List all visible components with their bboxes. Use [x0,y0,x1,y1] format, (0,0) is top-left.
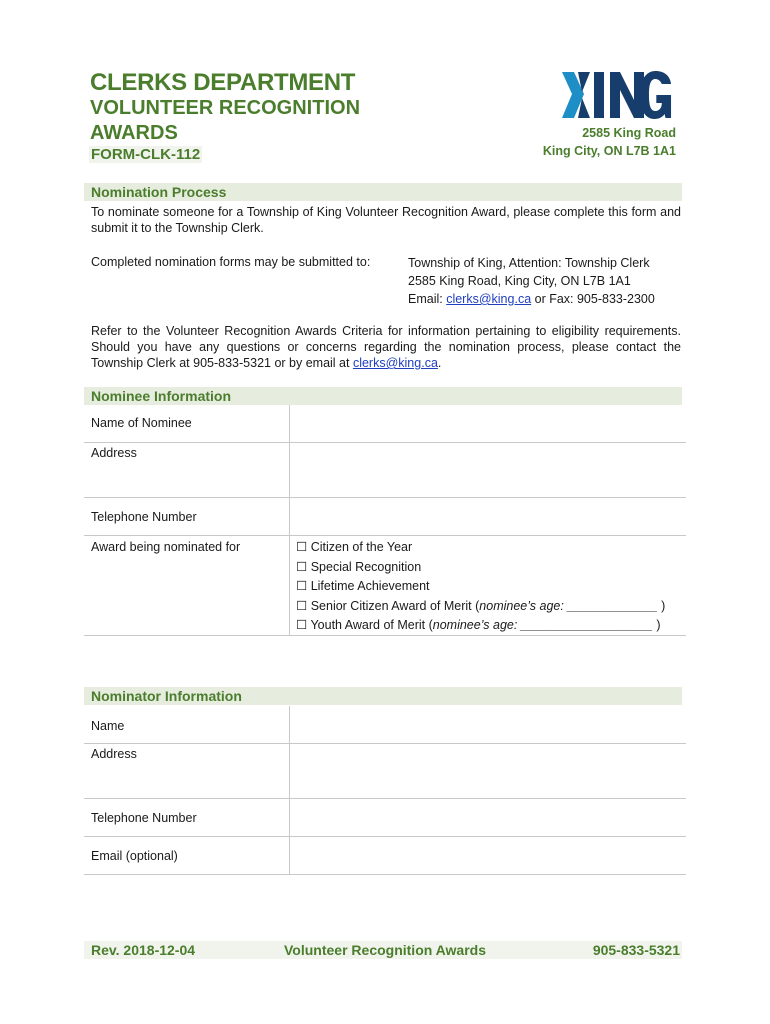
submit-address [408,254,655,308]
nominator-name-label: Name [91,719,125,733]
submit-label: Completed nomination forms may be submitted to: [91,255,371,269]
refer-paragraph [91,323,681,371]
option-special-recognition[interactable] [296,558,686,578]
footer-phone: 905-833-5321 [592,942,680,958]
nominee-address-label: Address [91,446,137,460]
option-label-end: ) [657,598,666,613]
submit-line2: 2585 King Road, King City, ON L7B 1A1 [408,274,631,288]
email-prefix: Email: [408,292,447,306]
nominator-row-line-4 [84,874,686,875]
address-line2: King City, ON L7B 1A1 [542,144,676,158]
refer-email-link[interactable]: clerks@king.ca [352,356,438,370]
nominator-row-line-3 [84,836,686,837]
form-title-line1: VOLUNTEER RECOGNITION [90,97,361,119]
nominator-row-line-2 [84,798,686,799]
nominator-phone-field[interactable] [291,800,684,835]
option-lifetime-achievement[interactable] [296,577,686,597]
nominator-email-field[interactable] [291,838,684,873]
nominator-phone-label: Telephone Number [91,811,197,825]
department-title: CLERKS DEPARTMENT [90,69,356,96]
nominator-row-line-1 [84,743,686,744]
fax-text: or Fax: 905-833-2300 [531,292,655,306]
header-address [456,124,676,160]
nominee-column-divider [289,405,290,635]
checkbox-icon[interactable]: ☐ [296,618,308,632]
senior-age-field[interactable]: nominee’s age: _____________ [479,598,658,613]
option-label: Citizen of the Year [310,540,413,554]
award-label: Award being nominated for [91,540,241,554]
nominator-email-label: Email (optional) [91,849,178,863]
nominee-row-line-3 [84,535,686,536]
nominator-name-field[interactable] [291,707,684,742]
nominee-phone-label: Telephone Number [91,510,197,524]
option-citizen-of-year[interactable] [296,538,686,558]
form-number: FORM-CLK-112 [91,146,201,163]
option-label: Lifetime Achievement [310,579,430,593]
checkbox-icon[interactable]: ☐ [296,540,308,554]
submit-contact [408,290,655,308]
checkbox-icon[interactable]: ☐ [296,598,308,613]
nominator-address-field[interactable] [291,745,684,797]
nominee-row-line-1 [84,442,686,443]
refer-end: . [437,356,442,370]
nominator-address-label: Address [91,747,137,761]
nomination-intro: To nominate someone for a Township of King Volunteer Recognition Award, please complete this form and submit it to the Township Clerk. [91,205,681,235]
king-logo-icon [560,70,684,122]
option-label: Special Recognition [310,559,422,574]
king-logo [560,70,684,122]
form-number-wrap [89,146,202,164]
nominee-name-field[interactable] [291,406,684,441]
nominee-name-label: Name of Nominee [91,416,192,430]
checkbox-icon[interactable]: ☐ [296,579,308,593]
option-senior-citizen[interactable] [296,597,686,617]
option-youth-award[interactable] [296,616,686,636]
option-label: Youth Award of Merit ( [310,618,433,632]
nominee-row-line-2 [84,497,686,498]
checkbox-icon[interactable]: ☐ [296,559,308,574]
nominee-heading: Nominee Information [91,388,232,404]
footer-revision: Rev. 2018-12-04 [91,942,196,958]
form-title-line2: AWARDS [90,122,178,144]
footer-center-title: Volunteer Recognition Awards [284,942,486,958]
award-options [296,538,686,636]
nominee-phone-field[interactable] [291,499,684,534]
nominator-heading: Nominator Information [91,688,242,704]
nomination-process-heading: Nomination Process [91,184,227,200]
option-label: Senior Citizen Award of Merit ( [310,598,480,613]
option-label-end: ) [652,618,661,632]
refer-text: Refer to the Volunteer Recognition Awards Criteria for information pertaining to eligibility requirements. Should you have any questions or concerns regarding the nomination process, please contact the Township Clerk at 905-833-5321 or by email at [91,324,681,370]
youth-age-field[interactable]: nominee’s age: ___________________ [432,618,653,632]
nominee-address-field[interactable] [291,444,684,496]
nominator-column-divider [289,706,290,874]
clerk-email-link[interactable]: clerks@king.ca [446,292,532,306]
address-line1: 2585 King Road [582,126,676,140]
submit-line1: Township of King, Attention: Township Clerk [408,256,650,270]
